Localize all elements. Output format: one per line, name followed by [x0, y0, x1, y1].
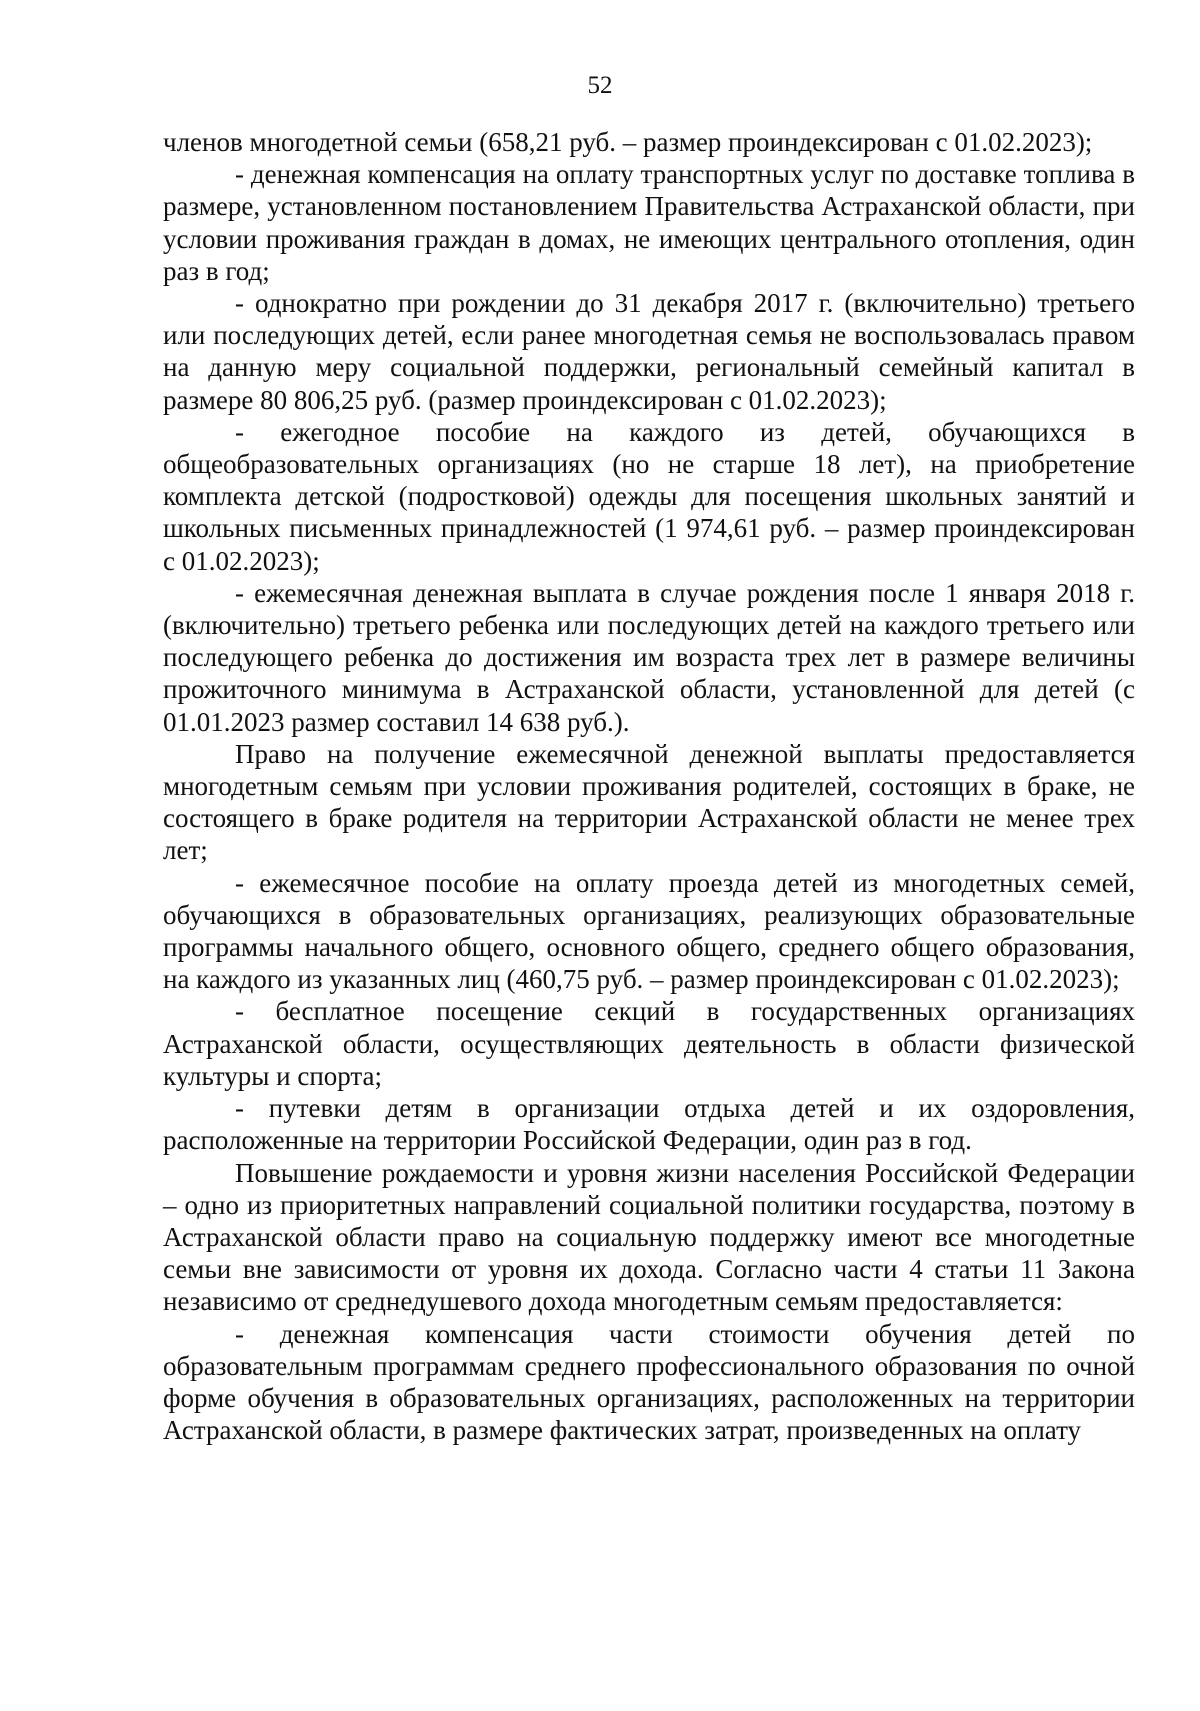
paragraph-birth-rate-policy: Повышение рождаемости и уровня жизни населения Российской Федерации – одно из приоритетных направлений социальной политики государства, поэтому в Астраханской области право на социальную поддержку имеют все многодетные семьи вне зависимости от уровня их дохода. Согласно части 4 статьи 11 Закона независимо от среднедушевого дохода многодетным семьям предоставляется:	[163, 1157, 1135, 1317]
paragraph-fuel-delivery-compensation: - денежная компенсация на оплату транспортных услуг по доставке топлива в размере, установленном постановлением Правительства Астраханской области, при условии проживания граждан в домах, не имеющих центрального отопления, один раз в год;	[163, 159, 1135, 286]
paragraph-travel-allowance: - ежемесячное пособие на оплату проезда детей из многодетных семей, обучающихся в образовательных организациях, реализующих образовательные программы начального общего, основного общего, среднего общего образования, на каждого из указанных лиц (460,75 руб. – размер проиндексирован с 01.02.2023);	[163, 867, 1135, 995]
paragraph-recreation-vouchers: - путевки детям в организации отдыха детей и их оздоровления, расположенные на территории Российской Федерации, один раз в год.	[163, 1093, 1135, 1156]
document-body	[163, 126, 1135, 1446]
paragraph-continuation: членов многодетной семьи (658,21 руб. – размер проиндексирован с 01.02.2023);	[163, 127, 1093, 157]
paragraph-payment-eligibility: Право на получение ежемесячной денежной выплаты предоставляется многодетным семьям при условии проживания родителей, состоящих в браке, не состоящего в браке родителя на территории Астраханской области не менее трех лет;	[163, 738, 1135, 866]
paragraph-regional-family-capital: - однократно при рождении до 31 декабря 2017 г. (включительно) третьего или последующих детей, если ранее многодетная семья не воспользовалась правом на данную меру социальной поддержки, региональный семейный капитал в размере 80 806,25 руб. (размер проиндексирован с 01.02.2023);	[163, 288, 1135, 415]
paragraph-education-cost-compensation: - денежная компенсация части стоимости обучения детей по образовательным программам среднего профессионального образования по очной форме обучения в образовательных организациях, расположенных на территории Астраханской области, в размере фактических затрат, произведенных на оплату	[163, 1318, 1135, 1446]
page-number: 52	[587, 72, 613, 99]
paragraph-school-clothing-allowance: - ежегодное пособие на каждого из детей, обучающихся в общеобразовательных организациях (но не старше 18 лет), на приобретение комплекта детской (подростковой) одежды для посещения школьных занятий и школьных письменных принадлежностей (1 974,61 руб. – размер проиндексирован с 01.02.2023);	[163, 416, 1135, 576]
paragraph-monthly-child-payment: - ежемесячная денежная выплата в случае рождения после 1 января 2018 г. (включительно) третьего ребенка или последующих детей на каждого третьего или последующего ребенка до достижения им возраста трех лет в размере величины прожиточного минимума в Астраханской области, установленной для детей (с 01.01.2023 размер составил 14 638 руб.).	[163, 577, 1135, 737]
paragraph-free-sports-sections: - бесплатное посещение секций в государственных организациях Астраханской области, осуществляющих деятельность в области физической культуры и спорта;	[163, 996, 1135, 1091]
